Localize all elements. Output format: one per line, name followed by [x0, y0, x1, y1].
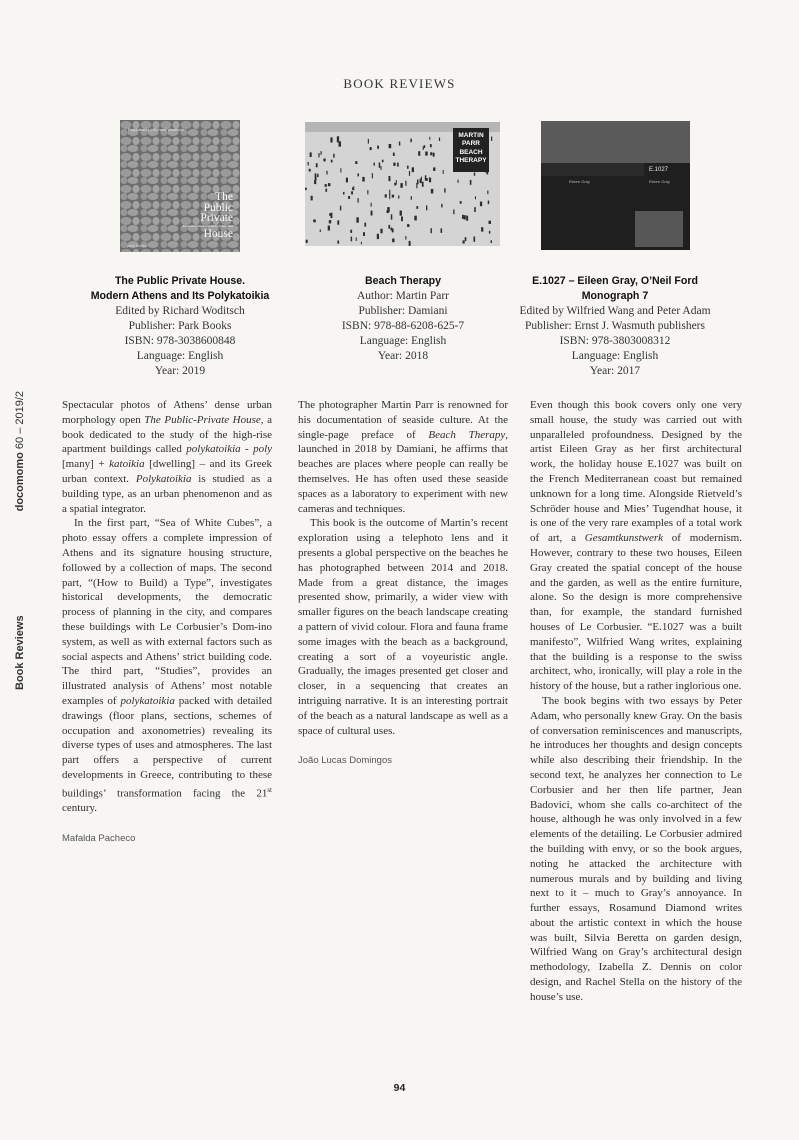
review-paragraph: The photographer Martin Parr is renowned for his documentation of seaside culture. At the single-page preface of Beach Therapy, launched in 2018 by Damiani, he affirms that beaches are places where people can really be themselves. He has often used these seaside spaces as a laboratory to experiment with new cameras and techniques.	[298, 399, 508, 515]
review-column-1	[62, 398, 272, 847]
side-journal-label: docomomo	[14, 452, 26, 512]
book-meta-3	[510, 274, 720, 379]
cover-small-label: Polykatoikia | Richard Woditsch	[128, 127, 184, 132]
beach-figure	[416, 183, 417, 189]
beach-figure	[393, 153, 395, 156]
book-meta-1	[55, 274, 305, 379]
beach-figure	[311, 196, 313, 201]
beach-figure	[343, 192, 345, 195]
beach-figure	[398, 195, 399, 198]
beach-figure	[416, 206, 418, 209]
cover-title-line: BEACH	[459, 149, 483, 156]
beach-figure	[325, 184, 327, 187]
book-editor: Edited by Richard Woditsch	[115, 305, 245, 317]
beach-figure	[412, 167, 414, 172]
book-title: Monograph 7	[581, 290, 649, 302]
book-editor: Edited by Wilfried Wang and Peter Adam	[519, 305, 711, 317]
beach-figure	[308, 162, 309, 166]
beach-figure	[315, 173, 317, 178]
beach-figure	[351, 191, 353, 194]
cover-title-line: MARTIN	[458, 132, 484, 139]
book-title: Beach Therapy	[365, 275, 441, 287]
beach-figure	[330, 137, 332, 142]
beach-figure	[409, 241, 411, 246]
book-isbn: ISBN: 978-3803008312	[559, 335, 671, 347]
section-header: BOOK REVIEWS	[343, 76, 456, 91]
beach-figure	[340, 168, 341, 172]
beach-figure	[370, 147, 372, 150]
beach-figure	[368, 139, 369, 144]
beach-figure	[367, 190, 368, 194]
beach-figure	[429, 178, 431, 183]
beach-figure	[389, 176, 391, 181]
beach-figure	[431, 189, 434, 194]
book-publisher: Publisher: Park Books	[128, 320, 232, 332]
book-meta-2	[300, 274, 506, 364]
beach-figure	[306, 240, 308, 243]
beach-figure	[474, 237, 476, 242]
beach-figure	[439, 138, 440, 142]
beach-figure	[326, 171, 327, 175]
beach-figure	[410, 139, 412, 143]
beach-figure	[426, 205, 427, 210]
beach-figure	[433, 167, 435, 171]
beach-figure	[337, 241, 339, 244]
review-paragraph: The book begins with two essays by Peter Adam, who personally knew Gray. On the basis of conversation reminiscences and manuscripts, he introduces her thoughts and design concepts while also describing their friendship. In the second text, he analyzes her connection to Le Corbusier and her then life partner, Jean Badovici, whom she calls co-architect of the house, although he was only involved in a few elements of the detailing. Le Corbusier admired the building with envy, or so the book argues, noting he attacked the architecture with numerous murals and by building and living next to it – much to Gray’s annoyance. In further essays, Rosamund Diamond writes about the artistic context in which the house was built, Silvia Beretta on garden design, Wilfried Wang on Gray’s architectural design methodology, Izabella Z. Dennis on color design, and Rachel Stella on the history of the house’s use.	[530, 694, 742, 1003]
beach-figure	[453, 210, 454, 215]
beach-figure	[374, 163, 375, 166]
beach-figure	[425, 152, 428, 156]
book-author: Author: Martin Parr	[357, 290, 449, 302]
beach-figure	[480, 202, 482, 207]
cover-subtitle: Modern Athens and its Polykatoikia	[182, 223, 233, 228]
beach-figure	[487, 191, 488, 195]
beach-figure	[325, 189, 327, 192]
book-publisher: Publisher: Damiani	[358, 305, 448, 317]
beach-figure	[421, 177, 422, 180]
beach-figure	[474, 173, 475, 176]
beach-figure	[405, 236, 406, 240]
beach-figure	[364, 223, 366, 227]
beach-figure	[389, 190, 390, 195]
beach-figure	[411, 196, 412, 200]
cover-title-line: Private	[200, 212, 233, 224]
cover-title-block	[453, 128, 489, 172]
beach-figure	[463, 240, 465, 243]
beach-figure	[355, 161, 357, 164]
beach-figure	[371, 203, 372, 207]
beach-figure	[372, 173, 373, 178]
beach-figure	[358, 198, 359, 203]
beach-figure	[464, 215, 466, 219]
cover-title-line: PARR	[462, 139, 480, 147]
beach-figure	[331, 213, 333, 218]
beach-figure	[356, 237, 357, 241]
book-language: Language: English	[571, 350, 659, 362]
beach-figure	[371, 211, 373, 216]
review-paragraph: This book is the outcome of Martin’s recent exploration using a telephoto lens and it presents a global perspective on the beaches he has photographed between 2014 and 2018. Made from a great distance, the images presented show, primarily, a wider view with smaller figures on the beach landscape creating a pattern of vivid colour. Flora and fauna frame some images with the beach as a background, creating a sort of a voyeuristic angle. Gradually, the images presented get closer and closer, in a sequencing that creates an intriguing narrative. It is an interesting portrait of the beach as a natural landscape as well as a space of cultural uses.	[298, 517, 508, 737]
book-title: Modern Athens and Its Polykatoikia	[90, 290, 270, 302]
beach-figure	[356, 217, 358, 222]
beach-figure	[418, 151, 420, 156]
side-issue-label: 60 – 2019/2	[14, 390, 26, 450]
beach-figure	[333, 154, 334, 158]
beach-figure	[389, 194, 390, 199]
beach-figure	[475, 196, 476, 199]
book-year: Year: 2018	[377, 350, 429, 362]
beach-figure	[385, 194, 387, 197]
beach-figure	[328, 226, 330, 231]
beach-figure	[331, 160, 333, 163]
review-paragraph: Even though this book covers only one very small house, the study was carried out with unparalleled profoundness. Designed by the artist Eileen Gray as her first architectural work, the holiday house E.1027 was built on the French Mediterranean coast but remained unknown for a long time. Alongside Rietveld’s Schröder house and Mies’ Tugendhat house, it is one of the very rare examples of a total work of art, a Gesamtkunstwerk of modernism. However, contrary to these two houses, Eileen Gray created the spatial concept of the house and the garden, as well as the entire furniture, alone. So the design is more comprehensive than, for example, the standard furnished houses of Le Corbusier. “E.1027 was a built manifesto”, Wilfried Wang writes, explaining that the building is a response to the swiss architect, who, ironically, will play a role in the history of the house, but a rather inglorious one.	[530, 399, 742, 693]
beach-figure	[394, 183, 396, 186]
side-section-label: Book Reviews	[14, 615, 26, 690]
beach-figure	[491, 137, 492, 141]
beach-figure	[352, 187, 353, 190]
book-language: Language: English	[359, 335, 447, 347]
beach-figure	[358, 173, 360, 176]
beach-figure	[444, 188, 445, 192]
beach-figure	[392, 239, 394, 243]
beach-figure	[424, 145, 426, 148]
review-author: João Lucas Domingos	[298, 755, 392, 767]
beach-figure	[318, 153, 319, 157]
beach-figure	[389, 144, 392, 148]
beach-figure	[313, 220, 316, 223]
beach-figure	[346, 178, 348, 183]
beach-figure	[414, 216, 417, 221]
book-title: E.1027 – Eileen Gray, O’Neil Ford	[532, 275, 698, 287]
beach-figure	[351, 237, 352, 242]
beach-figure	[321, 151, 322, 155]
beach-figure	[380, 229, 382, 234]
beach-figure	[397, 163, 399, 167]
cover-small-left: Eileen Gray	[569, 179, 590, 184]
beach-figure	[379, 163, 381, 168]
beach-figure	[433, 153, 435, 157]
review-paragraph: In the first part, “Sea of White Cubes”, a photo essay offers a complete impression of Athens and its signature housing structure, followed by a collection of maps. The second part, “(How to Build) a Type”, investigates historical developments, the democratic process of planning in the city, and compares these buildings with Le Corbusier’s Dom-ino system, as well as with external factors such as social aspects and Athens’ strict building code. The third part, “Studies”, provides an illustrated analysis of Athens’ most notable examples of polykatoikia packed with detailed drawings (floor plans, sections, schemes of occupation and axonometries) revealing its diverse types of uses and atmospheres. The last part offers a perspective of current developments in Greece, contributing to these buildings’ transformation facing the 21st century.	[62, 517, 272, 815]
beach-figure	[458, 180, 459, 183]
beach-figure	[399, 142, 400, 146]
beach-figure	[317, 174, 318, 177]
book-isbn: ISBN: 978-3038600848	[124, 335, 236, 347]
book-year: Year: 2017	[589, 365, 641, 377]
beach-figure	[481, 227, 483, 231]
beach-figure	[462, 215, 464, 219]
beach-figure	[328, 183, 331, 186]
beach-figure	[470, 180, 472, 185]
beach-figure	[339, 141, 342, 146]
review-column-3	[530, 398, 742, 1005]
beach-figure	[409, 171, 410, 176]
beach-figure	[431, 228, 432, 233]
beach-figure	[407, 224, 409, 227]
beach-figure	[353, 186, 354, 190]
review-column-2	[298, 398, 508, 769]
beach-figure	[405, 181, 406, 186]
beach-figure	[387, 210, 389, 213]
beach-figure	[460, 201, 462, 204]
book-year: Year: 2019	[154, 365, 206, 377]
beach-figure	[316, 163, 318, 167]
book-title: The Public Private House.	[114, 275, 246, 287]
beach-figure	[422, 182, 424, 187]
beach-figure	[430, 152, 432, 155]
cover-title-line: Public	[203, 201, 233, 214]
book-cover-e1027	[541, 121, 690, 250]
beach-figure	[337, 136, 339, 142]
beach-figure	[443, 170, 444, 174]
beach-figure	[323, 159, 325, 162]
beach-figure	[396, 180, 397, 185]
beach-figure	[362, 177, 364, 182]
cover-title: E.1027	[649, 167, 669, 173]
beach-figure	[310, 152, 312, 157]
cover-title-line: THERAPY	[455, 156, 487, 164]
beach-figure	[377, 234, 379, 239]
beach-figure	[430, 144, 432, 147]
cover-title-line: The	[215, 191, 233, 203]
beach-figure	[337, 220, 339, 224]
beach-figure	[441, 204, 442, 208]
review-author: Mafalda Pacheco	[62, 832, 136, 844]
cover-title-line: House	[203, 227, 233, 240]
beach-figure	[350, 230, 352, 233]
beach-figure	[429, 137, 430, 140]
beach-figure	[381, 166, 382, 170]
book-publisher: Publisher: Ernst J. Wasmuth publishers	[525, 320, 705, 332]
beach-figure	[400, 183, 402, 188]
beach-figure	[309, 169, 311, 172]
beach-figure	[489, 231, 490, 234]
beach-figure	[400, 211, 402, 216]
beach-figure	[382, 160, 384, 163]
beach-figure	[391, 214, 393, 219]
book-cover-beach-therapy	[305, 122, 500, 246]
beach-figure	[329, 220, 331, 223]
book-language: Language: English	[136, 350, 224, 362]
review-paragraph: Spectacular photos of Athens’ dense urban morphology open The Public-Private House, a book dedicated to the study of the high-rise apartment buildings called polykatoikia - poly [many] + katoikia [dwelling] – and its Greek urban context. Polykatoikia is studied as a building type, as an urban phenomenon and as a spatial integrator.	[62, 399, 273, 515]
beach-figure	[489, 221, 492, 224]
beach-figure	[407, 166, 409, 169]
beach-figure	[393, 163, 395, 166]
cover-publisher: park books	[127, 243, 147, 248]
beach-figure	[474, 207, 476, 212]
beach-figure	[423, 147, 424, 150]
book-isbn: ISBN: 978-88-6208-625-7	[341, 320, 465, 332]
beach-figure	[488, 201, 490, 205]
cover-small-right: Eileen Gray	[649, 179, 670, 184]
beach-figure	[388, 225, 390, 229]
beach-figure	[348, 196, 350, 199]
beach-figure	[361, 242, 362, 245]
beach-figure	[320, 229, 321, 232]
beach-figure	[377, 146, 379, 149]
beach-figure	[401, 216, 403, 221]
beach-figure	[363, 232, 365, 236]
beach-figure	[491, 240, 492, 243]
beach-figure	[441, 228, 443, 233]
beach-figure	[391, 228, 393, 231]
beach-figure	[305, 188, 307, 191]
beach-figure	[466, 216, 468, 221]
page-number: 94	[393, 1082, 406, 1094]
beach-figure	[425, 178, 427, 181]
beach-figure	[392, 195, 394, 198]
beach-figure	[340, 206, 341, 211]
beach-figure	[465, 237, 467, 241]
book-cover-public-private-house	[120, 120, 240, 252]
